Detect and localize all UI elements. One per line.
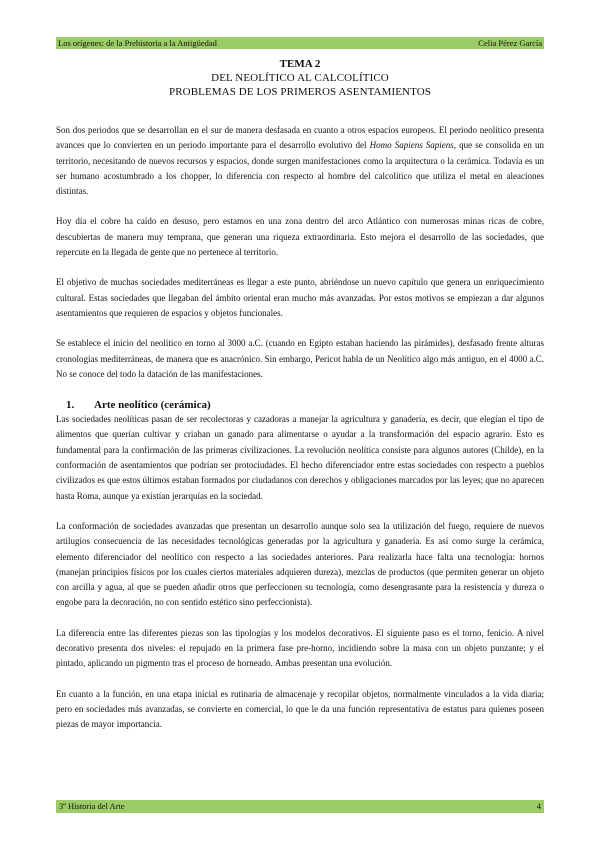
page-number: 4 xyxy=(536,801,541,811)
section-heading xyxy=(56,398,544,412)
footer-course: 3º Historia del Arte xyxy=(59,801,125,811)
species-name: Homo Sapiens Sapiens xyxy=(369,140,454,151)
header-author: Celia Pérez García xyxy=(478,38,542,48)
page-header xyxy=(56,37,544,49)
paragraph: Se establece el inicio del neolítico en torno al 3000 a.C. (cuando en Egipto estaban haciendo las pirámides), desfasado frente alturas cronologías mediterráneas, de manera que es anacrónico. Sin embargo, Pericot habla de un Neolítico algo más antiguo, en el 4000 a.C. No se conoce del todo la datación de las manifestaciones. xyxy=(56,338,544,379)
topic-title-line2: PROBLEMAS DE LOS PRIMEROS ASENTAMIENTOS xyxy=(169,86,431,98)
paragraph: Hoy día el cobre ha caído en desuso, pero estamos en una zona dentro del arco Atlántico con numerosas minas ricas de cobre, descubiertas de manera muy temprana, que generan una riqueza extraordinaria. Esto mejora el desarrollo de las sociedades, que repercute en la llegada de gente que no pertenece al territorio. xyxy=(56,216,544,258)
title-block xyxy=(56,57,544,99)
paragraph: En cuanto a la función, en una etapa inicial es rutinaria de almacenaje y recopilar objetos, normalmente vinculados a la vida diaria; pero en sociedades más avanzadas, se convierte en comercial, lo que le da una función representativa de estatus para quienes poseen piezas de mayor importancia. xyxy=(56,688,544,730)
topic-number: TEMA 2 xyxy=(279,58,321,70)
document-body xyxy=(56,123,544,733)
page-footer xyxy=(56,800,544,813)
paragraph: El objetivo de muchas sociedades mediterráneas es llegar a este punto, abriéndose un nuevo capítulo que genera un enriquecimiento cultural. Estas sociedades que llegaban del ámbito oriental eran mucho más avanzadas. Por estos motivos se empiezan a dar algunos asentamientos que requieren de espacios y objetos funcionales. xyxy=(56,277,544,318)
paragraph: La conformación de sociedades avanzadas que presentan un desarrollo aunque solo sea la utilización del fuego, requiere de nuevos artilugios consecuencia de las necesidades tecnológicas generadas por la agricultura y ganadería. Es así como surge la cerámica, elemento diferenciador del neolítico con respecto a las sociedades anteriores. Para realizarla hace falta una tecnología: hornos (manejan principios físicos por los cuales ciertos materiales adquieren dureza), mezclas de productos (que permiten generar un objeto con arcilla y agua, al que se pueden añadir otros que perfeccionen su tecnología, como desengrasante para la resistencia y dureza o engobe para la decoración, no con sentido estético sino perfeccionista). xyxy=(56,520,544,608)
paragraph: La diferencia entre las diferentes piezas son las tipologías y los modelos decorativos. El siguiente paso es el torno, fenicio. A nivel decorativo presenta dos niveles: el repujado en la primera fase pre-horno, incidiendo sobre la masa con un objeto punzante; y el pintado, aplicando un pigmento tras el proceso de horneado. Ambas presentan una evolución. xyxy=(56,627,544,669)
header-left-text: Los orígenes: de la Prehistoria a la Antigüedad xyxy=(58,38,217,48)
section-title: Arte neolítico (cerámica) xyxy=(94,399,211,412)
paragraph: Son dos periodos que se desarrollan en el sur de manera desfasada en cuanto a otros espacios europeos. El periodo neolítico presenta avances que lo convierten en un periodo importante para el desarrollo evolutivo del Homo Sapiens Sapiens, que se consolida en un territorio, necesitando de nuevos recursos y espacios, donde surgen manifestaciones como la arquitectura o la cerámica. Todavía es un ser humano acostumbrado a los chopper, lo diferencia con respecto al hombre del calcolítico que utiliza el metal en aleaciones distintas. xyxy=(56,125,544,197)
paragraph: Las sociedades neolíticas pasan de ser recolectoras y cazadoras a manejar la agricultura y ganadería, es decir, que elegían el tipo de alimentos que querían cultivar y criaban un ganado para alimentarse o ayudar a la transformación del espacio agrario. Esto es fundamental para la confirmación de las primeras civilizaciones. La revolución neolítica consiste para algunos autores (Childe), en la conformación de asentamientos que podrían ser protociudades. El hecho diferenciador entre estas sociedades con respecto a pueblos civilizados es que estos últimos estaban formados por ciudadanos con derechos y obligaciones marcados por las leyes; que no aparecen hasta Roma, aunque ya existían jerarquías en la sociedad. xyxy=(56,414,544,501)
topic-title-line1: DEL NEOLÍTICO AL CALCOLÍTICO xyxy=(211,72,389,84)
section-number: 1. xyxy=(66,399,75,412)
